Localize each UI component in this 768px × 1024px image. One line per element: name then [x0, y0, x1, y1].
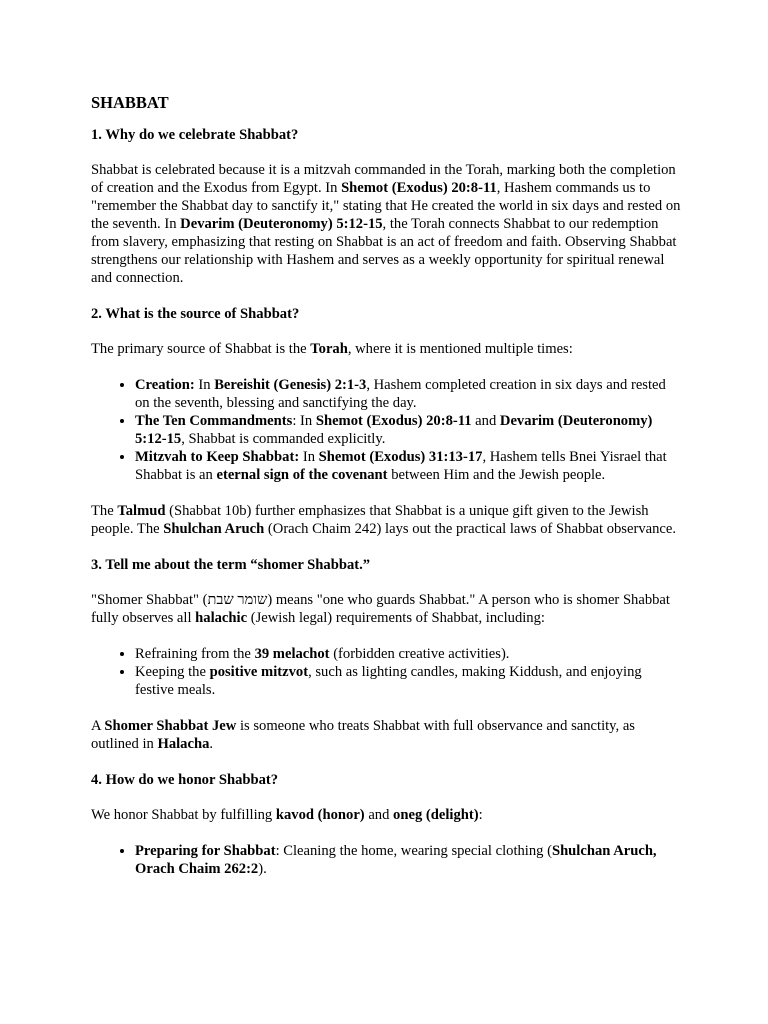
list-item: • Keeping the positive mitzvot, such as lighting candles, making Kiddush, and enjoying festive meals.: [135, 663, 683, 699]
list-item: • Refraining from the 39 melachot (forbidden creative activities).: [135, 645, 683, 663]
document-title: SHABBAT: [91, 93, 169, 112]
section-2-intro: The primary source of Shabbat is the Torah, where it is mentioned multiple times:: [91, 341, 573, 357]
section-3-outro: A Shomer Shabbat Jew is someone who treats Shabbat with full observance and sanctity, as outlined in Halacha.: [91, 718, 635, 752]
section-1-paragraph: Shabbat is celebrated because it is a mitzvah commanded in the Torah, marking both the completion of creation and the Exodus from Egypt. In Shemot (Exodus) 20:8-11, Hashem commands us to "remember the Shabbat day to sanctify it," stating that He created the world in six days and rested on the seventh. In Devarim (Deuteronomy) 5:12-15, the Torah connects Shabbat to our redemption from slavery, emphasizing that resting on Shabbat is an act of freedom and faith. Observing Shabbat strengthens our relationship with Hashem and serves as a weekly opportunity for spiritual renewal and connection.: [91, 162, 681, 286]
section-2-list: [91, 376, 683, 484]
list-item: • Mitzvah to Keep Shabbat: In Shemot (Exodus) 31:13-17, Hashem tells Bnei Yisrael that Shabbat is an eternal sign of the covenant between Him and the Jewish people.: [135, 448, 683, 484]
section-4-intro: We honor Shabbat by fulfilling kavod (honor) and oneg (delight):: [91, 807, 483, 823]
document-body: [91, 93, 683, 896]
section-2-outro: The Talmud (Shabbat 10b) further emphasizes that Shabbat is a unique gift given to the Jewish people. The Shulchan Aruch (Orach Chaim 242) lays out the practical laws of Shabbat observance.: [91, 503, 676, 537]
list-item: • The Ten Commandments: In Shemot (Exodus) 20:8-11 and Devarim (Deuteronomy) 5:12-15, Shabbat is commanded explicitly.: [135, 412, 683, 448]
list-item: • Creation: In Bereishit (Genesis) 2:1-3, Hashem completed creation in six days and rested on the seventh, blessing and sanctifying the day.: [135, 376, 683, 412]
section-2-heading: 2. What is the source of Shabbat?: [91, 306, 300, 322]
section-1-heading: 1. Why do we celebrate Shabbat?: [91, 127, 299, 143]
section-3-intro: "Shomer Shabbat" (שומר שבת) means "one who guards Shabbat." A person who is shomer Shabbat fully observes all halachic (Jewish legal) requirements of Shabbat, including:: [91, 592, 670, 626]
hebrew-term: שומר שבת: [207, 592, 268, 608]
section-3-heading: 3. Tell me about the term “shomer Shabbat.”: [91, 557, 371, 573]
list-item: • Preparing for Shabbat: Cleaning the home, wearing special clothing (Shulchan Aruch, Orach Chaim 262:2).: [135, 842, 683, 878]
section-4-heading: 4. How do we honor Shabbat?: [91, 772, 279, 788]
section-3-list: [91, 645, 683, 699]
section-4-list: [91, 842, 683, 878]
